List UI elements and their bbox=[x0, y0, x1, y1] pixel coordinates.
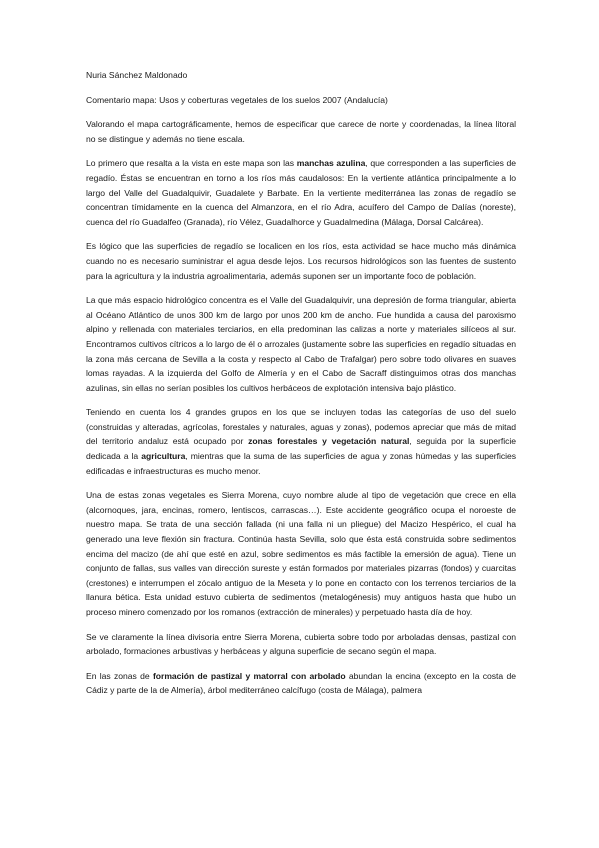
document-body bbox=[86, 117, 516, 698]
author-name: Nuria Sánchez Maldonado bbox=[86, 70, 188, 80]
text-run: Se ve claramente la línea divisoria entre Sierra Morena, cubierta sobre todo por arboladas densas, pastizal con arbolado, formaciones arbustivas y herbáceas y alguna superficie de secano según el mapa. bbox=[86, 631, 516, 657]
paragraph bbox=[86, 669, 516, 698]
paragraph bbox=[86, 156, 516, 229]
text-run: abundan la encina (excepto en la costa de Cádiz y parte de la de Almería), árbol mediterráneo calcífugo (costa de Málaga), palmera bbox=[86, 670, 516, 696]
text-run: En las zonas de bbox=[86, 670, 153, 681]
paragraph bbox=[86, 405, 516, 478]
text-run: Valorando el mapa cartográficamente, hemos de especificar que carece de norte y coordenadas, la línea litoral no se distingue y además no tiene escala. bbox=[86, 119, 516, 144]
bold-term: zonas forestales y vegetación natural bbox=[248, 436, 410, 447]
paragraph bbox=[86, 117, 516, 146]
paragraph bbox=[86, 293, 516, 395]
document-title: Comentario mapa: Usos y coberturas vegetales de los suelos 2007 (Andalucía) bbox=[86, 94, 388, 105]
text-run: Lo primero que resalta a la vista en este mapa son las bbox=[86, 158, 297, 169]
text-run: Es lógico que las superficies de regadío se localicen en los ríos, esta actividad se hace mucho más dinámica cuando no es necesario suministrar el agua desde lejos. Los recursos hidrológicos son las fuentes de sustento para la agricultura y la industria agroalimentaria, además suponen ser un importante foco de población. bbox=[86, 241, 516, 281]
bold-term: formación de pastizal y matorral con arbolado bbox=[152, 670, 346, 681]
bold-term: agricultura bbox=[141, 451, 186, 462]
text-run: Teniendo en cuenta los 4 grandes grupos en los que se incluyen todas las categorías de uso del suelo (construidas y alteradas, agrícolas, forestales y naturales, aguas y zonas), podemos apreciar que más de mitad del territorio andaluz está ocupado por bbox=[86, 407, 516, 447]
paragraph bbox=[86, 488, 516, 619]
bold-term: manchas azulina bbox=[296, 158, 366, 169]
text-run: , que corresponden a las superficies de regadío. Éstas se encuentran en torno a los ríos más caudalosos: En la vertiente atlántica principalmente a lo largo del Valle del Guadalquivir, Guadalete y Barbate. En la vertiente mediterránea las zonas de regadío se concentran tímidamente en la cuenca del Almanzora, en el río Adra, acuífero del Campo de Dalías (noreste), cuenca del río Guadalfeo (Granada), río Vélez, Guadalhorce y Guadalmedina (Málaga, Dorsal Calcárea). bbox=[86, 158, 517, 227]
text-run: , seguida por la superficie dedicada a la bbox=[86, 436, 516, 462]
text-run: La que más espacio hidrológico concentra es el Valle del Guadalquivir, una depresión de forma triangular, abierta al Océano Atlántico de unos 300 km de largo por unos 200 km de ancho. Fue hundida a causa del paroxismo alpino y rellenada con materiales terciarios, en ella predominan las calizas a norte y materiales silíceos al sur. Encontramos cultivos cítricos a lo largo de él o arrozales (justamente sobre las superficies en regadío situadas en la zona más cercana de Sevilla a la costa y respecto al Cabo de Trafalgar) pero sobre todo olivares en suaves lomas rayadas. A la izquierda del Golfo de Almería y en el Cabo de Sacraff distinguimos otras dos manchas azulinas, sin ellas no serían posibles los cultivos herbáceos de explotación intensiva bajo plástico. bbox=[86, 295, 516, 393]
paragraph bbox=[86, 239, 516, 283]
text-run: Una de estas zonas vegetales es Sierra Morena, cuyo nombre alude al tipo de vegetación que crece en ella (alcornoques, jara, encinas, romero, lentiscos, carrascas…). Este accidente geográfico ocupa el noroeste de nuestro mapa. Se trata de una sección fallada (ni una falla ni un pliegue) del Macizo Hespérico, el cual ha generado una leve flexión sin fractura. Continúa hasta Sevilla, solo que ésta está construida sobre sedimentos encima del macizo (de ahí que esté en azul, sobre sedimentos es más factible la emersión de agua). Tiene un conjunto de fallas, sus valles van dirección sureste y están formados por materiales pizarras (fondos) y cuarcitas (crestones) e interrumpen el zócalo antiguo de la Meseta y lo pone en contacto con los terrenos terciarios de la llanura bética. Esta unidad estuvo cubierta de sedimentos (metalogénesis) muy antiguos hasta que hubo un proceso minero comenzado por los romanos (extracción de minerales) y perpetuado hasta día de hoy. bbox=[86, 490, 516, 617]
text-run: , mientras que la suma de las superficies de agua y zonas húmedas y las superficies edificadas e infraestructuras es mucho menor. bbox=[86, 451, 517, 476]
paragraph bbox=[86, 630, 516, 659]
